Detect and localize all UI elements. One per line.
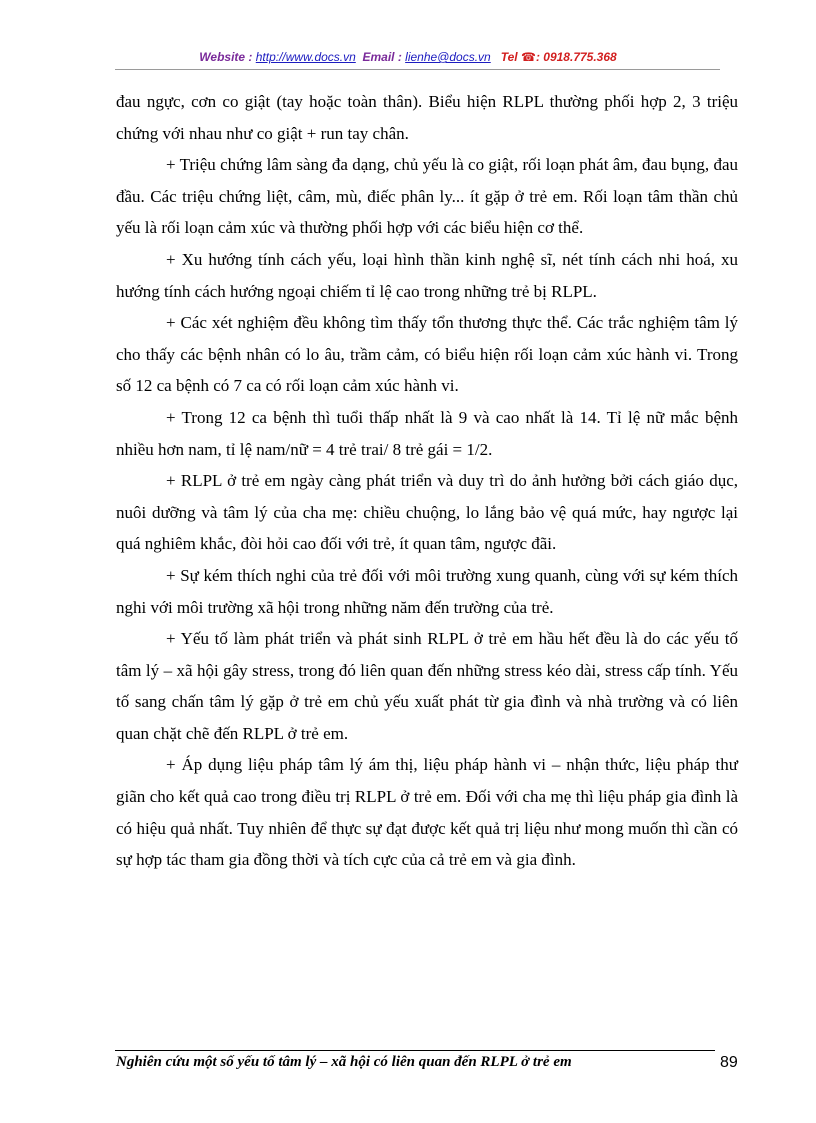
email-separator: :: [394, 50, 406, 64]
paragraph-3: + Xu hướng tính cách yếu, loại hình thần kinh nghệ sĩ, nét tính cách nhi hoá, xu hướng tính cách hướng ngoại chiếm tỉ lệ cao trong những trẻ bị RLPL.: [116, 249, 738, 301]
page-number: 89: [720, 1054, 738, 1071]
body-text: [116, 86, 738, 876]
phone-icon: ☎: [521, 50, 536, 64]
footer-divider: [115, 1050, 715, 1051]
website-label: Website :: [199, 50, 256, 64]
phone-number: : 0918.775.368: [535, 50, 617, 64]
paragraph-9: + Áp dụng liệu pháp tâm lý ám thị, liệu pháp hành vi – nhận thức, liệu pháp thư giãn cho kết quả cao trong điều trị RLPL ở trẻ em. Đối với cha mẹ thì liệu pháp gia đình là có hiệu quả nhất. Tuy nhiên để thực sự đạt được kết quả trị liệu như mong muốn thì cần có sự hợp tác tham gia đồng thời và tích cực của cả trẻ em và gia đình.: [116, 755, 738, 870]
paragraph-2: + Triệu chứng lâm sàng đa dạng, chủ yếu là co giật, rối loạn phát âm, đau bụng, đau đầu. Các triệu chứng liệt, câm, mù, điếc phân ly... ít gặp ở trẻ em. Rối loạn tâm thần chủ yếu là rối loạn cảm xúc và thường phối hợp với các biểu hiện cơ thể.: [116, 155, 738, 238]
tel-label: Tel: [500, 50, 518, 64]
paragraph-5: + Trong 12 ca bệnh thì tuổi thấp nhất là 9 và cao nhất là 14. Tỉ lệ nữ mắc bệnh nhiều hơn nam, tỉ lệ nam/nữ = 4 trẻ trai/ 8 trẻ gái = 1/2.: [116, 407, 738, 459]
paragraph-1: đau ngực, cơn co giật (tay hoặc toàn thân). Biểu hiện RLPL thường phối hợp 2, 3 triệu chứng với nhau như co giật + run tay chân.: [116, 92, 738, 143]
paragraph-7: + Sự kém thích nghi của trẻ đối với môi trường xung quanh, cùng với sự kém thích nghi với môi trường xã hội trong những năm đến trường của trẻ.: [116, 565, 738, 617]
paragraph-4: + Các xét nghiệm đều không tìm thấy tổn thương thực thể. Các trắc nghiệm tâm lý cho thấy các bệnh nhân có lo âu, trầm cảm, có biểu hiện rối loạn cảm xúc hành vi. Trong số 12 ca bệnh có 7 ca có rối loạn cảm xúc hành vi.: [116, 313, 738, 396]
website-link[interactable]: http://www.docs.vn: [255, 50, 356, 64]
footer-title: Nghiên cứu một số yếu tố tâm lý – xã hội có liên quan đến RLPL ở trẻ em: [116, 1054, 572, 1070]
paragraph-6: + RLPL ở trẻ em ngày càng phát triển và duy trì do ảnh hưởng bởi cách giáo dục, nuôi dưỡng và tâm lý của cha mẹ: chiều chuộng, lo lắng bảo vệ quá mức, hay ngược lại quá nghiêm khắc, đòi hỏi cao đối với trẻ, ít quan tâm, ngược đãi.: [116, 471, 738, 554]
page-header: [0, 50, 816, 64]
email-link[interactable]: lienhe@docs.vn: [405, 50, 491, 64]
paragraph-8: + Yếu tố làm phát triển và phát sinh RLPL ở trẻ em hầu hết đều là do các yếu tố tâm lý – xã hội gây stress, trong đó liên quan đến những stress kéo dài, stress cấp tính. Yếu tố sang chấn tâm lý gặp ở trẻ em chủ yếu xuất phát từ gia đình và nhà trường và có liên quan chặt chẽ đến RLPL ở trẻ em.: [116, 629, 738, 743]
email-label: Email: [362, 50, 395, 64]
header-divider: [115, 69, 720, 70]
